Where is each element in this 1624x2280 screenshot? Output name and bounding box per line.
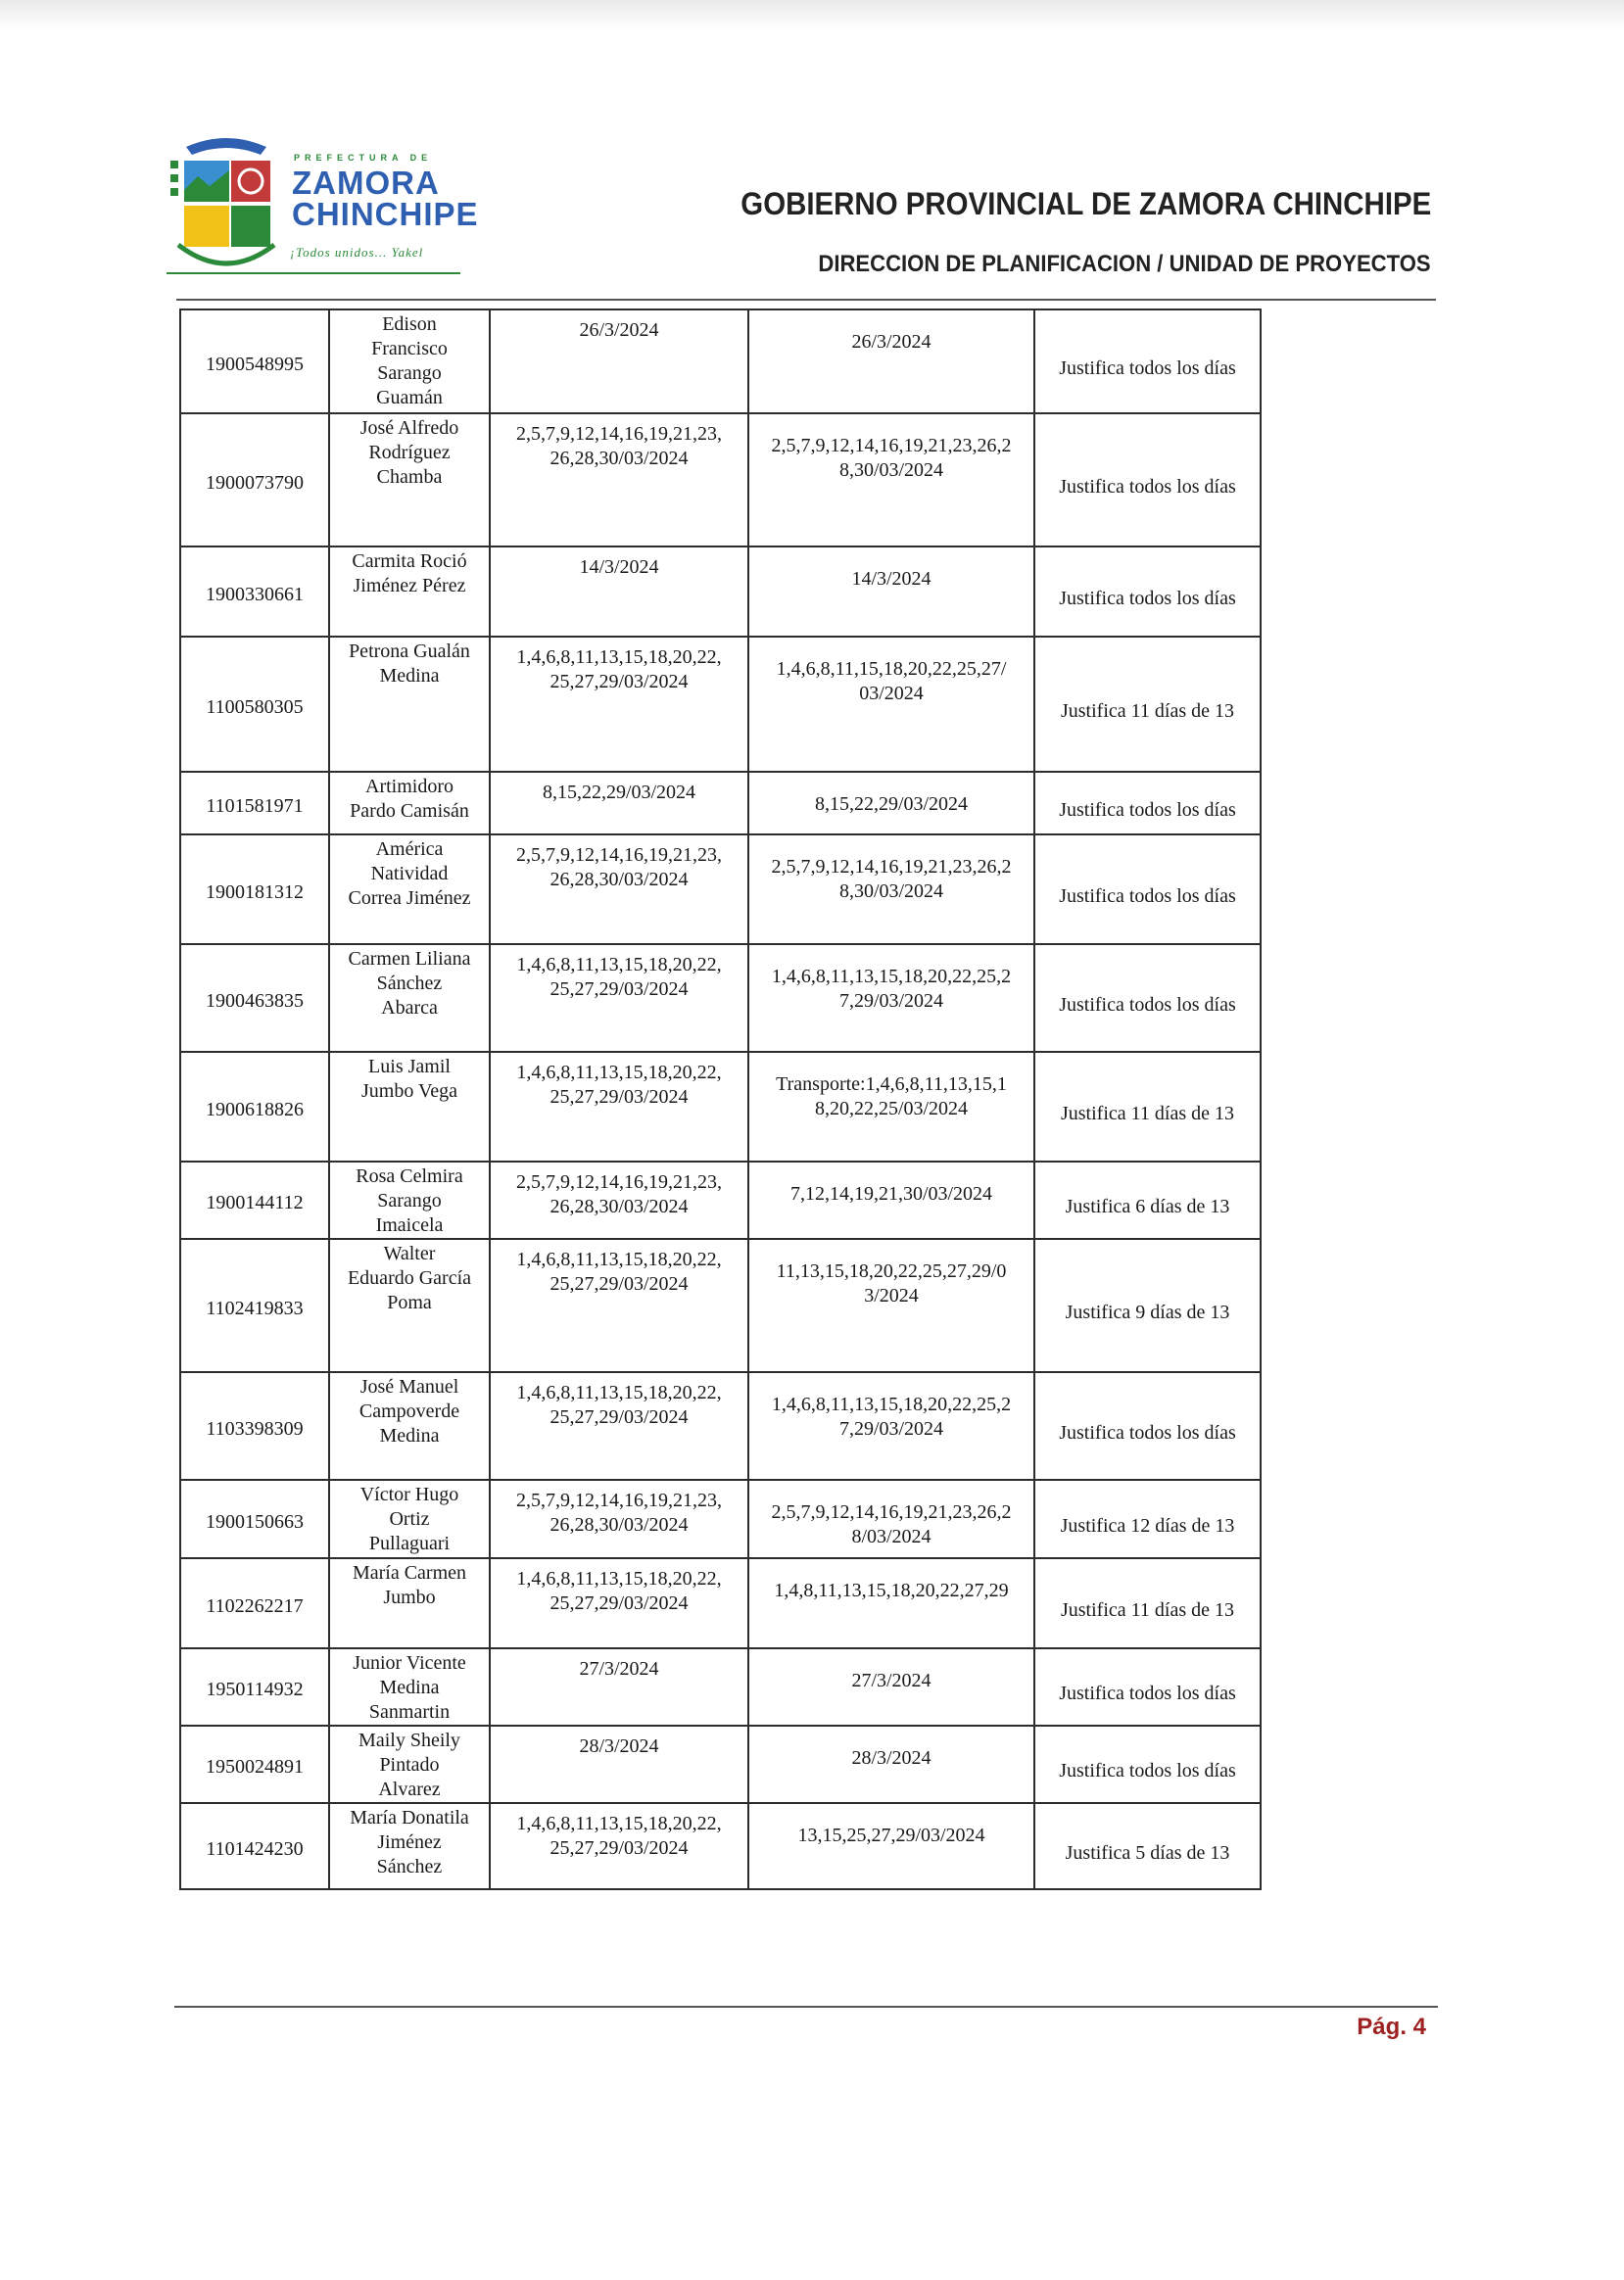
dates-cell-text: 14/3/2024 <box>579 556 659 578</box>
id-number-cell <box>180 1803 329 1889</box>
name-cell <box>329 309 490 413</box>
name-cell <box>329 637 490 772</box>
dates-cell <box>490 1648 748 1726</box>
table-row <box>180 413 1261 546</box>
justified-dates-cell <box>748 834 1034 944</box>
result-cell-text: Justifica 11 días de 13 <box>1060 699 1234 722</box>
dates-cell-text: 1,4,6,8,11,13,15,18,20,22, 25,27,29/03/2024 <box>516 646 722 692</box>
name-cell <box>329 1162 490 1239</box>
justified-dates-cell-text: 1,4,8,11,13,15,18,20,22,27,29 <box>774 1580 1009 1601</box>
result-cell <box>1034 1803 1261 1889</box>
name-cell-text: Edison Francisco Sarango Guamán <box>371 313 448 408</box>
name-cell-text: José Alfredo Rodríguez Chamba <box>359 417 459 488</box>
result-cell-text: Justifica 9 días de 13 <box>1065 1301 1230 1323</box>
id-number-cell <box>180 772 329 834</box>
result-cell-text: Justifica todos los días <box>1059 587 1236 609</box>
justified-dates-cell-text: 1,4,6,8,11,13,15,18,20,22,25,2 7,29/03/2024 <box>771 966 1012 1012</box>
header-divider <box>176 299 1436 301</box>
table-body <box>180 309 1261 1889</box>
name-cell-text: Carmen Liliana Sánchez Abarca <box>348 948 471 1019</box>
dates-cell <box>490 772 748 834</box>
dates-cell <box>490 1558 748 1648</box>
dates-cell-text: 8,15,22,29/03/2024 <box>542 782 696 803</box>
justified-dates-cell <box>748 1239 1034 1372</box>
dates-cell <box>490 637 748 772</box>
justified-dates-cell <box>748 1558 1034 1648</box>
table-row <box>180 1239 1261 1372</box>
result-cell-text: Justifica 12 días de 13 <box>1060 1514 1235 1537</box>
name-cell <box>329 1726 490 1803</box>
result-cell-text: Justifica todos los días <box>1059 475 1236 498</box>
id-number-cell <box>180 546 329 637</box>
document-title: GOBIERNO PROVINCIAL DE ZAMORA CHINCHIPE <box>740 186 1431 221</box>
name-cell <box>329 1480 490 1558</box>
name-cell <box>329 413 490 546</box>
table-row <box>180 944 1261 1052</box>
justified-dates-cell-text: Transporte:1,4,6,8,11,13,15,1 8,20,22,25/03/2024 <box>776 1073 1007 1119</box>
id-number-cell-text: 1900144112 <box>206 1192 304 1213</box>
result-cell <box>1034 413 1261 546</box>
dates-cell-text: 1,4,6,8,11,13,15,18,20,22, 25,27,29/03/2024 <box>516 1249 722 1295</box>
id-number-cell <box>180 834 329 944</box>
dates-cell-text: 1,4,6,8,11,13,15,18,20,22, 25,27,29/03/2024 <box>516 1568 722 1614</box>
result-cell <box>1034 546 1261 637</box>
dates-cell <box>490 1372 748 1480</box>
dates-cell <box>490 1239 748 1372</box>
prefectura-logo <box>167 135 479 282</box>
logo-tagline: ¡Todos unidos... Yakel <box>290 245 424 260</box>
name-cell-text: Artimidoro Pardo Camisán <box>350 776 469 822</box>
logo-chinchipe-text: CHINCHIPE <box>292 196 479 232</box>
result-cell <box>1034 1052 1261 1162</box>
dates-cell <box>490 413 748 546</box>
justified-dates-cell <box>748 1803 1034 1889</box>
justified-dates-cell <box>748 1372 1034 1480</box>
id-number-cell-text: 1950114932 <box>206 1679 304 1700</box>
name-cell-text: María Donatila Jiménez Sánchez <box>350 1807 469 1877</box>
logo-underline <box>167 272 460 274</box>
id-number-cell-text: 1101424230 <box>206 1837 304 1860</box>
result-cell <box>1034 1162 1261 1239</box>
name-cell-text: Maily Sheily Pintado Alvarez <box>358 1730 460 1800</box>
id-number-cell <box>180 944 329 1052</box>
justified-dates-cell-text: 2,5,7,9,12,14,16,19,21,23,26,2 8/03/2024 <box>771 1501 1012 1547</box>
id-number-cell <box>180 1648 329 1726</box>
result-cell <box>1034 637 1261 772</box>
result-cell-text: Justifica 11 días de 13 <box>1060 1102 1234 1124</box>
justified-dates-cell <box>748 1480 1034 1558</box>
table-row <box>180 1803 1261 1889</box>
id-number-cell <box>180 1726 329 1803</box>
name-cell <box>329 1558 490 1648</box>
result-cell <box>1034 1726 1261 1803</box>
id-number-cell-text: 1900150663 <box>206 1510 304 1533</box>
justified-dates-cell-text: 26/3/2024 <box>851 331 931 353</box>
justified-dates-cell-text: 1,4,6,8,11,15,18,20,22,25,27/ 03/2024 <box>776 658 1007 704</box>
dates-cell-text: 2,5,7,9,12,14,16,19,21,23, 26,28,30/03/2024 <box>516 423 722 469</box>
id-number-cell <box>180 1372 329 1480</box>
name-cell-text: Luis Jamil Jumbo Vega <box>361 1056 457 1102</box>
justified-dates-cell <box>748 546 1034 637</box>
result-cell-text: Justifica todos los días <box>1059 1760 1236 1781</box>
result-cell <box>1034 1480 1261 1558</box>
dates-cell-text: 2,5,7,9,12,14,16,19,21,23, 26,28,30/03/2024 <box>516 1490 722 1536</box>
name-cell-text: Junior Vicente Medina Sanmartin <box>353 1652 466 1723</box>
result-cell-text: Justifica todos los días <box>1059 356 1236 379</box>
justified-dates-cell <box>748 1052 1034 1162</box>
result-cell <box>1034 1239 1261 1372</box>
dates-cell <box>490 834 748 944</box>
name-cell-text: María Carmen Jumbo <box>352 1562 467 1608</box>
justified-dates-cell-text: 14/3/2024 <box>851 568 931 590</box>
id-number-cell <box>180 1480 329 1558</box>
dates-cell-text: 2,5,7,9,12,14,16,19,21,23, 26,28,30/03/2024 <box>516 1171 722 1217</box>
name-cell <box>329 1648 490 1726</box>
justified-dates-cell-text: 7,12,14,19,21,30/03/2024 <box>789 1183 993 1205</box>
id-number-cell-text: 1900073790 <box>206 471 304 494</box>
id-number-cell-text: 1100580305 <box>206 695 304 718</box>
table-row <box>180 546 1261 637</box>
justified-dates-cell-text: 2,5,7,9,12,14,16,19,21,23,26,2 8,30/03/2024 <box>771 435 1012 481</box>
name-cell-text: José Manuel Campoverde Medina <box>358 1376 460 1447</box>
coat-of-arms-icon <box>167 135 286 272</box>
dates-cell-text: 1,4,6,8,11,13,15,18,20,22, 25,27,29/03/2024 <box>516 1382 722 1428</box>
justified-dates-cell <box>748 1726 1034 1803</box>
dates-cell <box>490 1052 748 1162</box>
id-number-cell-text: 1900330661 <box>206 583 304 605</box>
result-cell <box>1034 1558 1261 1648</box>
justified-dates-cell <box>748 413 1034 546</box>
document-subtitle: DIRECCION DE PLANIFICACION / UNIDAD DE PROYECTOS <box>818 251 1431 277</box>
dates-cell <box>490 1803 748 1889</box>
result-cell-text: Justifica todos los días <box>1059 884 1236 907</box>
name-cell <box>329 944 490 1052</box>
dates-cell-text: 1,4,6,8,11,13,15,18,20,22, 25,27,29/03/2024 <box>516 1813 722 1859</box>
page-number: Pág. 4 <box>1357 2014 1426 2040</box>
dates-cell <box>490 309 748 413</box>
result-cell <box>1034 1648 1261 1726</box>
id-number-cell <box>180 309 329 413</box>
result-cell-text: Justifica 6 días de 13 <box>1065 1196 1230 1217</box>
dates-cell-text: 28/3/2024 <box>579 1735 659 1757</box>
result-cell-text: Justifica todos los días <box>1059 798 1236 821</box>
dates-cell <box>490 546 748 637</box>
name-cell <box>329 1239 490 1372</box>
dates-cell <box>490 944 748 1052</box>
result-cell-text: Justifica todos los días <box>1059 1421 1236 1444</box>
dates-cell <box>490 1480 748 1558</box>
name-cell-text: Rosa Celmira Sarango Imaicela <box>356 1165 463 1236</box>
justified-dates-cell-text: 2,5,7,9,12,14,16,19,21,23,26,2 8,30/03/2024 <box>771 856 1012 902</box>
id-number-cell <box>180 413 329 546</box>
id-number-cell-text: 1900463835 <box>206 989 304 1012</box>
name-cell <box>329 1372 490 1480</box>
result-cell <box>1034 772 1261 834</box>
justified-dates-cell-text: 1,4,6,8,11,13,15,18,20,22,25,2 7,29/03/2024 <box>771 1394 1012 1440</box>
table-row <box>180 637 1261 772</box>
id-number-cell <box>180 637 329 772</box>
justified-dates-cell <box>748 1648 1034 1726</box>
name-cell-text: Víctor Hugo Ortiz Pullaguari <box>359 1484 459 1554</box>
dates-cell-text: 26/3/2024 <box>579 319 659 341</box>
name-cell-text: Petrona Gualán Medina <box>349 641 470 687</box>
table-row <box>180 1558 1261 1648</box>
dates-cell <box>490 1726 748 1803</box>
result-cell <box>1034 834 1261 944</box>
result-cell-text: Justifica todos los días <box>1059 993 1236 1016</box>
justified-dates-cell-text: 8,15,22,29/03/2024 <box>814 793 969 815</box>
name-cell <box>329 1803 490 1889</box>
id-number-cell-text: 1101581971 <box>206 794 304 817</box>
dates-cell-text: 2,5,7,9,12,14,16,19,21,23, 26,28,30/03/2024 <box>516 844 722 890</box>
dates-cell <box>490 1162 748 1239</box>
name-cell-text: América Natividad Correa Jiménez <box>348 838 471 909</box>
justified-dates-cell-text: 11,13,15,18,20,22,25,27,29/0 3/2024 <box>776 1260 1007 1306</box>
table-row <box>180 1480 1261 1558</box>
id-number-cell-text: 1102419833 <box>206 1297 304 1319</box>
justified-dates-cell <box>748 309 1034 413</box>
scan-edge-shade <box>0 0 1624 29</box>
dates-cell-text: 1,4,6,8,11,13,15,18,20,22, 25,27,29/03/2024 <box>516 954 722 1000</box>
justified-dates-cell-text: 13,15,25,27,29/03/2024 <box>797 1825 985 1846</box>
result-cell <box>1034 944 1261 1052</box>
justified-dates-cell-text: 27/3/2024 <box>851 1670 931 1691</box>
table-row <box>180 1726 1261 1803</box>
table-row <box>180 1052 1261 1162</box>
justified-dates-cell <box>748 637 1034 772</box>
justified-dates-cell-text: 28/3/2024 <box>851 1747 931 1769</box>
name-cell <box>329 772 490 834</box>
name-cell-text: Carmita Roció Jiménez Pérez <box>352 550 467 596</box>
table-row <box>180 772 1261 834</box>
id-number-cell <box>180 1239 329 1372</box>
name-cell <box>329 546 490 637</box>
table-row <box>180 309 1261 413</box>
id-number-cell-text: 1900618826 <box>206 1098 304 1120</box>
footer-divider <box>174 2006 1438 2008</box>
id-number-cell-text: 1950024891 <box>206 1756 304 1778</box>
id-number-cell <box>180 1558 329 1648</box>
result-cell <box>1034 309 1261 413</box>
logo-zamora-text: ZAMORA <box>292 165 440 201</box>
justified-dates-cell <box>748 1162 1034 1239</box>
id-number-cell-text: 1900548995 <box>206 353 304 375</box>
dates-cell-text: 27/3/2024 <box>579 1658 659 1680</box>
justification-table <box>179 309 1262 1890</box>
name-cell <box>329 834 490 944</box>
table-row <box>180 1372 1261 1480</box>
id-number-cell-text: 1900181312 <box>206 880 304 903</box>
justified-dates-cell <box>748 772 1034 834</box>
table-row <box>180 1648 1261 1726</box>
id-number-cell <box>180 1052 329 1162</box>
id-number-cell <box>180 1162 329 1239</box>
result-cell <box>1034 1372 1261 1480</box>
name-cell <box>329 1052 490 1162</box>
dates-cell-text: 1,4,6,8,11,13,15,18,20,22, 25,27,29/03/2024 <box>516 1062 722 1108</box>
justified-dates-cell <box>748 944 1034 1052</box>
table-row <box>180 834 1261 944</box>
result-cell-text: Justifica 5 días de 13 <box>1065 1841 1230 1864</box>
name-cell-text: Walter Eduardo García Poma <box>347 1243 472 1313</box>
result-cell-text: Justifica todos los días <box>1059 1683 1236 1704</box>
table-row <box>180 1162 1261 1239</box>
logo-small-text: PREFECTURA DE <box>294 153 433 163</box>
result-cell-text: Justifica 11 días de 13 <box>1060 1598 1234 1621</box>
id-number-cell-text: 1103398309 <box>206 1417 304 1440</box>
id-number-cell-text: 1102262217 <box>206 1594 304 1617</box>
